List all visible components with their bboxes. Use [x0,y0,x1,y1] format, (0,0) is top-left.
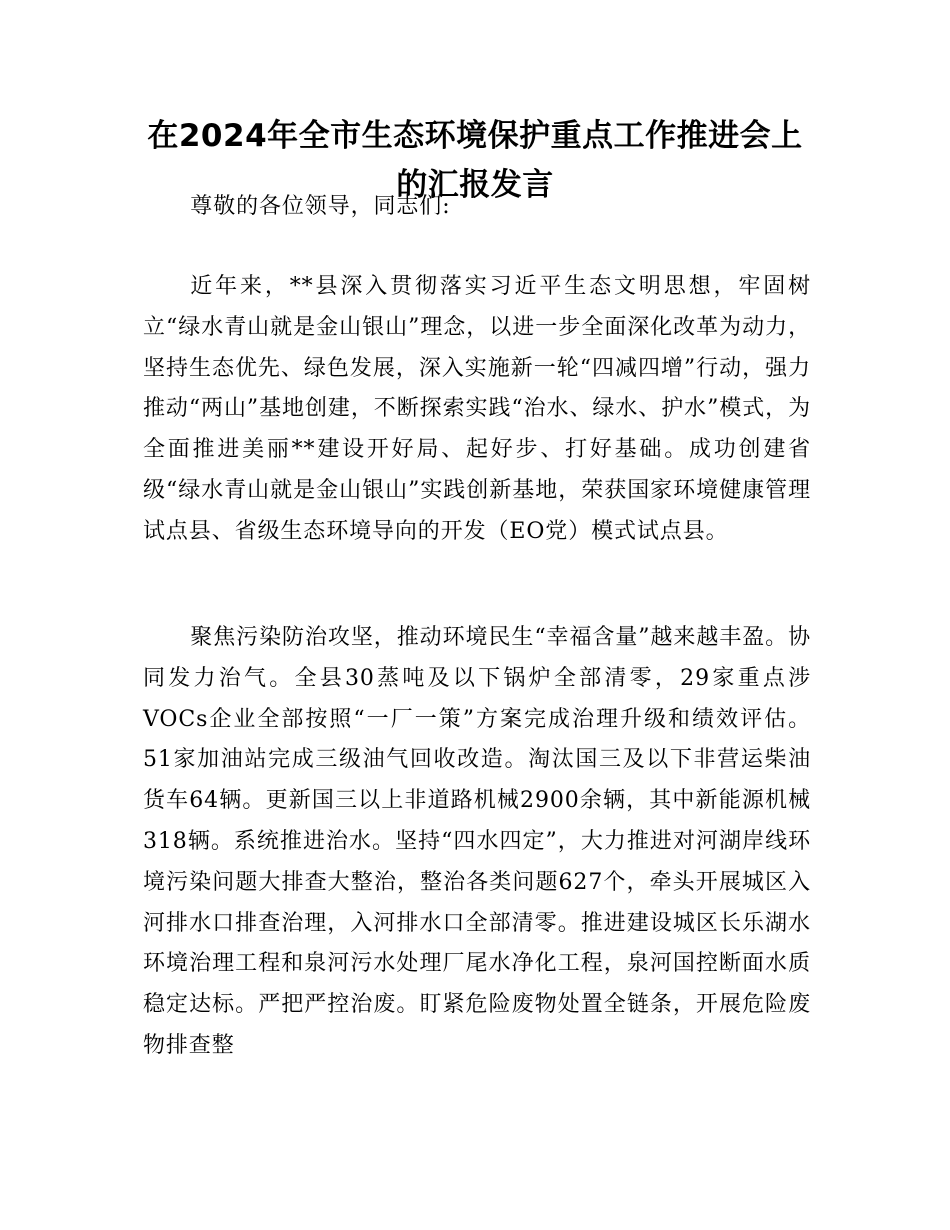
salutation: 尊敬的各位领导，同志们: [190,194,451,219]
title-line-2: 的汇报发言 [396,167,554,203]
body-paragraph-1: 近年来，**县深入贯彻落实习近平生态文明思想，牢固树立“绿水青山就是金山银山”理念，以进一步全面深化改革为动力，坚持生态优先、绿色发展，深入实施新一轮“四减四增”行动，强力推动“两山”基地创建，不断探索实践“治水、绿水、护水”模式，为全面推进美丽**建设开好局、起好步、打好基础。成功创建省级“绿水青山就是金山银山”实践创新基地，荣获国家环境健康管理试点县、省级生态环境导向的开发（EO党）模式试点县。 [143,274,811,544]
body-paragraph-2: 聚焦污染防治攻坚，推动环境民生“幸福含量”越来越丰盈。协同发力治气。全县30蒸吨及以下锅炉全部清零，29家重点涉VOCs企业全部按照“一厂一策”方案完成治理升级和绩效评估。51家加油站完成三级油气回收改造。淘汰国三及以下非营运柴油货车64辆。更新国三以上非道路机械2900余辆，其中新能源机械318辆。系统推进治水。坚持“四水四定”，大力推进对河湖岸线环境污染问题大排查大整治，整治各类问题627个，牵头开展城区入河排水口排查治理，入河排水口全部清零。推进建设城区长乐湖水环境治理工程和泉河污水处理厂尾水净化工程，泉河国控断面水质稳定达标。严把严控治废。盯紧危险废物处置全链条，开展危险废物排查整 [143,625,811,1058]
title-line-1: 在2024年全市生态环境保护重点工作推进会上 [147,118,803,154]
